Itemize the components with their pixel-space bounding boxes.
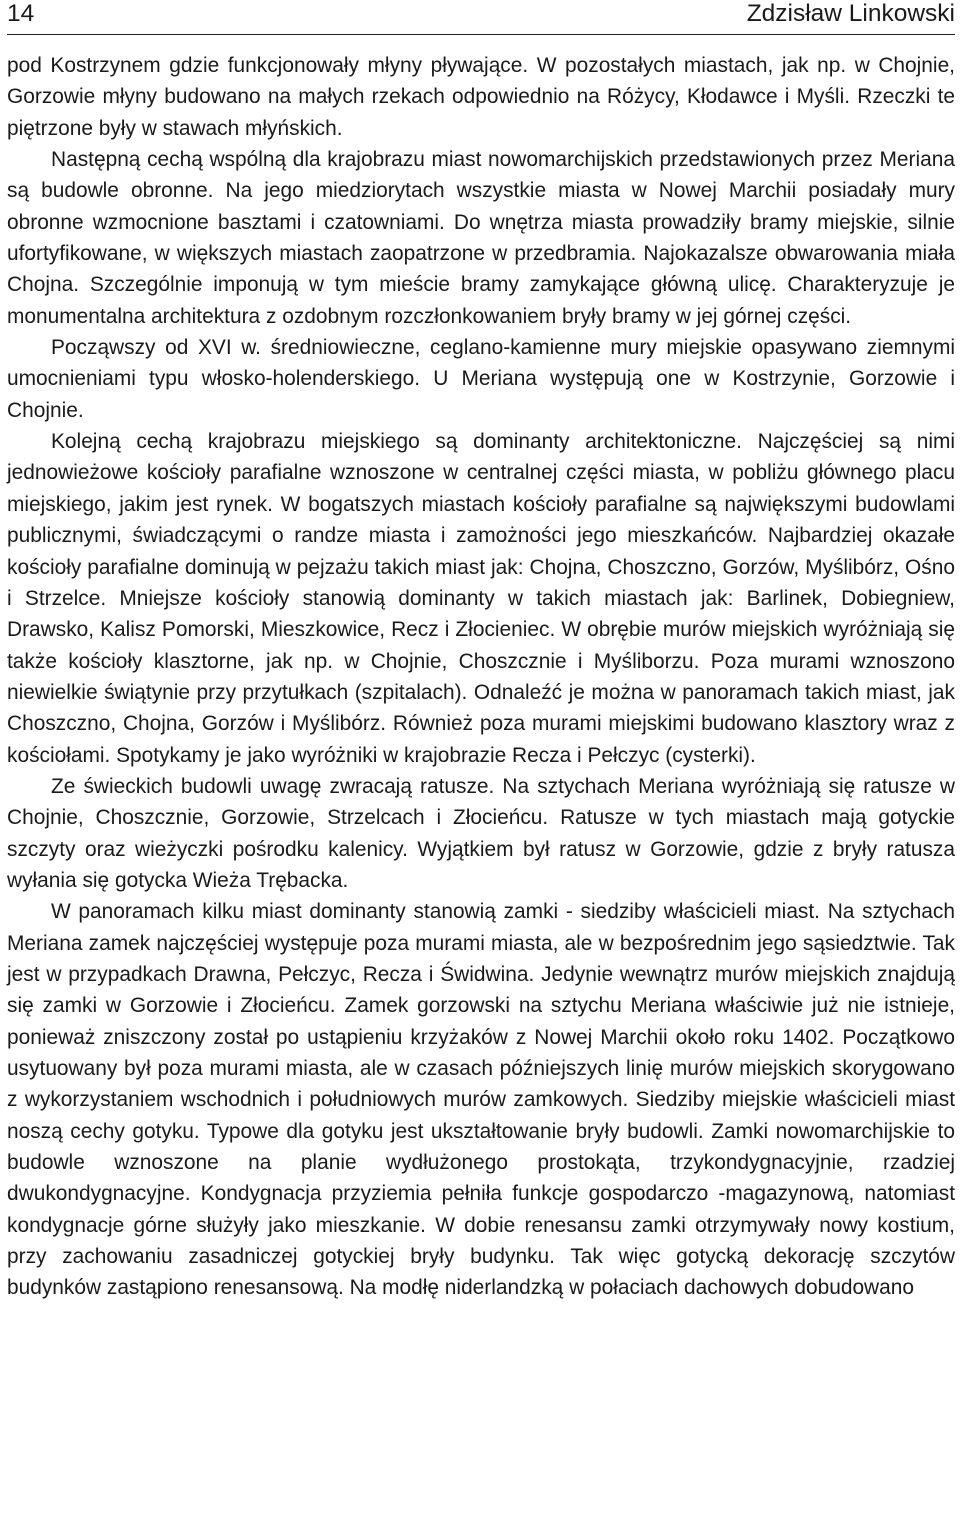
document-page <box>7 0 955 1530</box>
running-header <box>7 0 955 35</box>
paragraph: pod Kostrzynem gdzie funkcjonowały młyny pływające. W pozostałych miastach, jak np. w Chojnie, Gorzowie młyny budowano na małych rzekach odpowiednio na Różycy, Kłodawce i Myśli. Rzeczki te piętrzone były w stawach młyńskich. <box>7 54 955 140</box>
paragraph: Począwszy od XVI w. średniowieczne, ceglano-kamienne mury miejskie opasywano ziemnymi umocnieniami typu włosko-holenderskiego. U Meriana występują one w Kostrzynie, Gorzowie i Chojnie. <box>7 336 955 422</box>
paragraph: W panoramach kilku miast dominanty stanowią zamki - siedziby właścicieli miast. Na sztychach Meriana zamek najczęściej występuje poza murami miasta, ale w bezpośrednim jego sąsiedztwie. Tak jest w przypadkach Drawna, Pełczyc, Recza i Świdwina. Jedynie wewnątrz murów miejskich znajdują się zamki w Gorzowie i Złocieńcu. Zamek gorzowski na sztychu Meriana właściwie już nie istnieje, ponieważ zniszczony został po ustąpieniu krzyżaków z Nowej Marchii około roku 1402. Początkowo usytuowany był poza murami miasta, ale w czasach późniejszych linię murów miejskich skorygowano z wykorzystaniem wschodnich i południowych murów zamkowych. Siedziby miejskie właścicieli miast noszą cechy gotyku. Typowe dla gotyku jest ukształtowanie bryły budowli. Zamki nowomarchijskie to budowle wznoszone na planie wydłużonego prostokąta, trzykondygnacyjnie, rzadziej dwukondygnacyjne. Kondygnacja przyziemia pełniła funkcje gospodarczo -magazynową, natomiast kondygnacje górne służyły jako mieszkanie. W dobie renesansu zamki otrzymywały nowy kostium, przy zachowaniu zasadniczej gotyckiej bryły budynku. Tak więc gotycką dekorację szczytów budynków zastąpiono renesansową. Na modłę niderlandzką w połaciach dachowych dobudowano <box>7 900 955 1300</box>
page-number: 14 <box>7 0 35 27</box>
running-header-author: Zdzisław Linkowski <box>746 0 955 27</box>
paragraph: Kolejną cechą krajobrazu miejskiego są dominanty architektoniczne. Najczęściej są nimi jednowieżowe kościoły parafialne wznoszone w centralnej części miasta, w pobliżu głównego placu miejskiego, jakim jest rynek. W bogatszych miastach kościoły parafialne są największymi budowlami publicznymi, świadczącymi o randze miasta i zamożności jego mieszkańców. Najbardziej okazałe kościoły parafialne dominują w pejzażu takich miast jak: Chojna, Choszczno, Gorzów, Myślibórz, Ośno i Strzelce. Mniejsze kościoły stanowią dominanty w takich miastach jak: Barlinek, Dobiegniew, Drawsko, Kalisz Pomorski, Mieszkowice, Recz i Złocieniec. W obrębie murów miejskich wyróżniają się także kościoły klasztorne, jak np. w Chojnie, Choszcznie i Myśliborzu. Poza murami wznoszono niewielkie świątynie przy przytułkach (szpitalach). Odnaleźć je można w panoramach takich miast, jak Choszczno, Chojna, Gorzów i Myślibórz. Również poza murami miejskimi budowano klasztory wraz z kościołami. Spotykamy je jako wyróżniki w krajobrazie Recza i Pełczyc (cysterki). <box>7 430 955 767</box>
body-text <box>7 50 955 1304</box>
paragraph: Następną cechą wspólną dla krajobrazu miast nowomarchijskich przedstawionych przez Meriana są budowle obronne. Na jego miedziorytach wszystkie miasta w Nowej Marchii posiadały mury obronne wzmocnione basztami i czatowniami. Do wnętrza miasta prowadziły bramy miejskie, silnie ufortyfikowane, w większych miastach zaopatrzone w przedbramia. Najokazalsze obwarowania miała Chojna. Szczególnie imponują w tym mieście bramy zamykające główną ulicę. Charakteryzuje je monumentalna architektura z ozdobnym rozczłonkowaniem bryły bramy w jej górnej części. <box>7 148 955 328</box>
paragraph: Ze świeckich budowli uwagę zwracają ratusze. Na sztychach Meriana wyróżniają się ratusze w Chojnie, Choszcznie, Gorzowie, Strzelcach i Złocieńcu. Ratusze w tych miastach mają gotyckie szczyty oraz wieżyczki pośrodku kalenicy. Wyjątkiem był ratusz w Gorzowie, gdzie z bryły ratusza wyłania się gotycka Wieża Trębacka. <box>7 774 955 892</box>
